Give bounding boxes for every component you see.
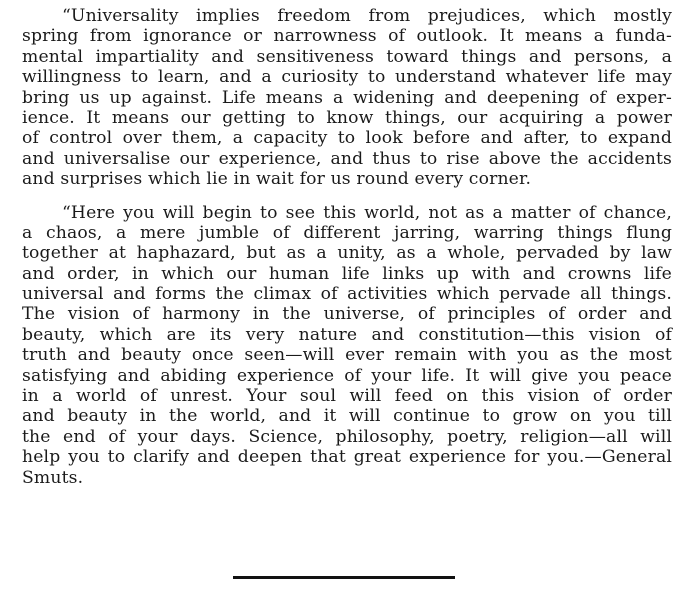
text-line: the end of your days. Science, philosophy, poetry, religion—all will <box>22 426 672 447</box>
text-line: bring us up against. Life means a widening and deepening of exper- <box>22 87 672 108</box>
text-line: beauty, which are its very nature and constitution—this vision of <box>22 324 672 345</box>
text-line: universal and forms the climax of activities which pervade all things. <box>22 284 672 305</box>
text-line: and beauty in the world, and it will continue to grow on you till <box>22 406 672 427</box>
document-page <box>22 6 672 488</box>
text-line: together at haphazard, but as a unity, as a whole, pervaded by law <box>22 243 672 264</box>
text-line: “Universality implies freedom from prejudices, which mostly <box>62 6 672 26</box>
text-line: of control over them, a capacity to look before and after, to expand <box>22 128 672 149</box>
text-line: mental impartiality and sensitiveness toward things and persons, a <box>22 46 672 67</box>
text-line: help you to clarify and deepen that great experience for you.—General <box>22 447 672 468</box>
paragraph-universality <box>22 6 672 190</box>
paragraph-vision-of-harmony <box>22 203 672 488</box>
text-line: and universalise our experience, and thus to rise above the accidents <box>22 148 672 169</box>
text-line: a chaos, a mere jumble of different jarring, warring things flung <box>22 222 672 243</box>
text-line: in a world of unrest. Your soul will feed on this vision of order <box>22 386 672 407</box>
text-line: truth and beauty once seen—will ever remain with you as the most <box>22 345 672 366</box>
text-line: and surprises which lie in wait for us round every corner. <box>22 169 532 190</box>
text-line: willingness to learn, and a curiosity to understand whatever life may <box>22 67 672 88</box>
text-line: ience. It means our getting to know things, our acquiring a power <box>22 107 672 128</box>
section-divider-rule <box>233 576 455 579</box>
text-line: satisfying and abiding experience of your life. It will give you peace <box>22 365 672 386</box>
text-line: The vision of harmony in the universe, of principles of order and <box>22 304 672 325</box>
text-line: spring from ignorance or narrowness of outlook. It means a funda- <box>22 26 672 47</box>
paragraph-spacer <box>22 190 672 203</box>
attribution-line: Smuts. <box>22 467 84 488</box>
text-line: “Here you will begin to see this world, not as a matter of chance, <box>62 202 672 223</box>
text-line: and order, in which our human life links up with and crowns life <box>22 263 672 284</box>
